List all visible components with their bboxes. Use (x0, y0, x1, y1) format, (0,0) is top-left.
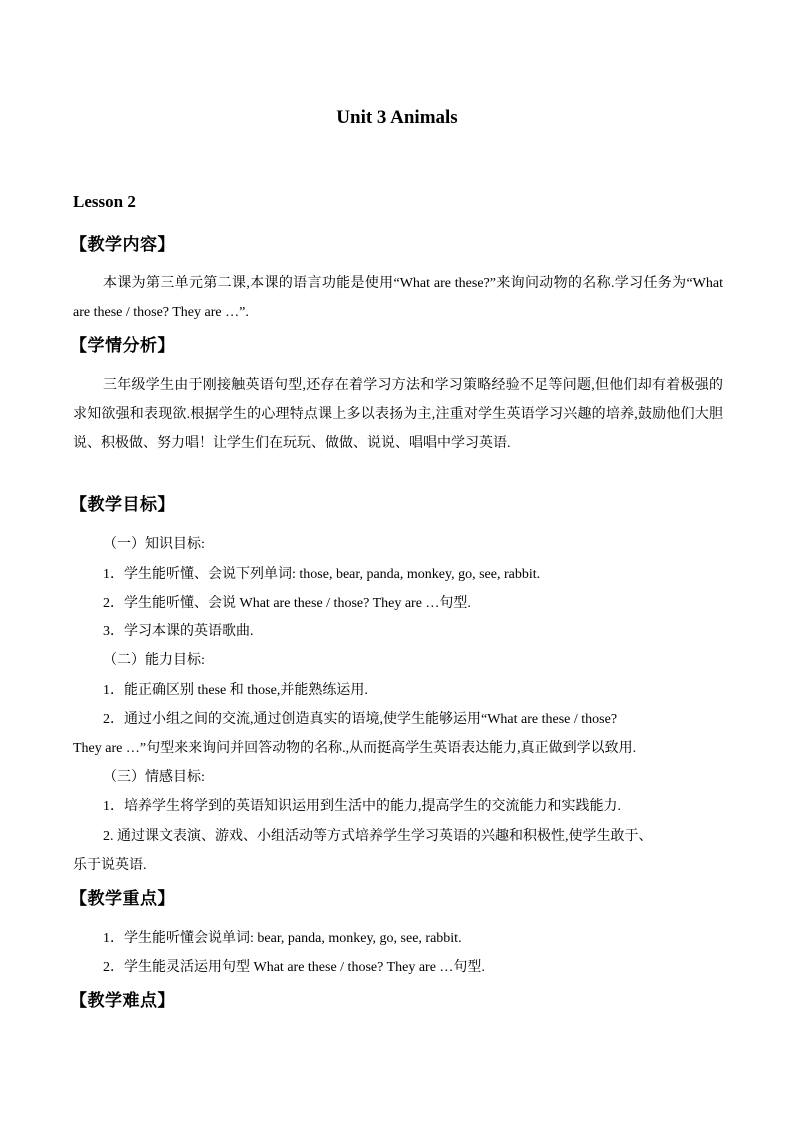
key-point-2: 2．学生能灵活运用句型 What are these / those? They are …句型. (103, 960, 485, 975)
analysis-paragraph: 三年级学生由于刚接触英语句型,还存在着学习方法和学习策略经验不足等问题,但他们却有着极强的求知欲强和表现欲.根据学生的心理特点课上多以表扬为主,注重对学生英语学习兴趣的培养,鼓励他们大胆说、积极做、努力唱！让学生们在玩玩、做做、说说、唱唱中学习英语. (73, 378, 723, 451)
emotion-objective-2-line-1: 2. 通过课文表演、游戏、小组活动等方式培养学生学习英语的兴趣和积极性,使学生敢于、 (103, 829, 653, 844)
knowledge-objective-title: （一）知识目标: (103, 537, 205, 552)
emotion-objective-title: （三）情感目标: (103, 770, 205, 785)
knowledge-objective-1: 1．学生能听懂、会说下列单词: those, bear, panda, monkey, go, see, rabbit. (103, 567, 541, 582)
ability-objective-1: 1．能正确区别 these 和 those,并能熟练运用. (103, 683, 368, 698)
ability-objective-2-line-2: They are …”句型来来询问并回答动物的名称.,从而挺高学生英语表达能力,真正做到学以致用. (73, 741, 637, 756)
ability-objective-title: （二）能力目标: (103, 653, 205, 668)
heading-content: 【教学内容】 (70, 235, 175, 255)
ability-objective-2-line-1: 2．通过小组之间的交流,通过创造真实的语境,使学生能够运用“What are these / those? (103, 712, 618, 727)
heading-key-points: 【教学重点】 (70, 889, 175, 909)
knowledge-objective-3: 3．学习本课的英语歌曲. (103, 624, 254, 639)
content-paragraph: 本课为第三单元第二课,本课的语言功能是使用“What are these?”来询问动物的名称.学习任务为“What are these / those? They are …”. (73, 276, 723, 320)
lesson-label: Lesson 2 (73, 192, 136, 211)
heading-analysis: 【学情分析】 (70, 336, 175, 356)
key-point-1: 1．学生能听懂会说单词: bear, panda, monkey, go, see, rabbit. (103, 931, 462, 946)
document-title: Unit 3 Animals (336, 107, 458, 128)
heading-difficulties: 【教学难点】 (70, 991, 175, 1011)
emotion-objective-1: 1．培养学生将学到的英语知识运用到生活中的能力,提高学生的交流能力和实践能力. (103, 799, 621, 814)
knowledge-objective-2: 2．学生能听懂、会说 What are these / those? They are …句型. (103, 596, 471, 611)
emotion-objective-2-line-2: 乐于说英语. (73, 858, 147, 873)
heading-objectives: 【教学目标】 (70, 495, 175, 515)
